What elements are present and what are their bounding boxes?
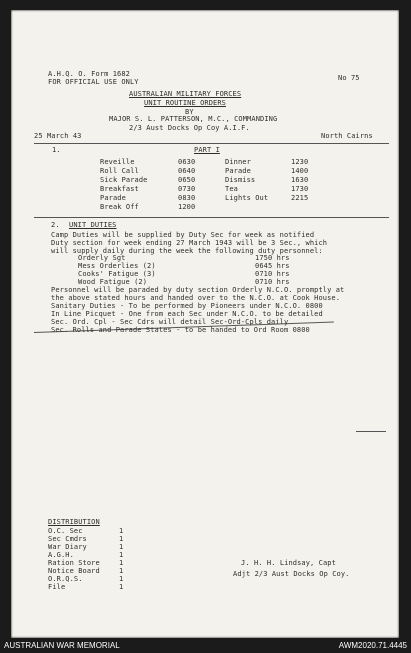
schedule-time: 0640 <box>178 167 196 175</box>
schedule-time: 1730 <box>291 185 309 193</box>
distribution-count: 1 <box>119 583 124 591</box>
schedule-label: Parade <box>100 194 126 202</box>
part1-heading: PART I <box>194 146 220 154</box>
schedule-label: Breakfast <box>100 185 139 193</box>
part2-number: 2. <box>51 221 60 229</box>
duty-time: 1750 hrs <box>255 254 290 262</box>
schedule-label: Dismiss <box>225 176 256 184</box>
date-line: 25 March 43 <box>34 132 82 140</box>
order-number: No 75 <box>338 74 360 82</box>
schedule-label: Roll Call <box>100 167 139 175</box>
duty-time: 0710 hrs <box>255 270 290 278</box>
order-line: Sanitary Duties - To be performed by Pioneers under N.C.O. 0800 <box>51 302 323 310</box>
schedule-time: 1400 <box>291 167 309 175</box>
order-line: Sec. Rolls and Parade States - to be handed to Ord Room 0800 <box>51 326 310 334</box>
schedule-label: Dinner <box>225 158 251 166</box>
duty-time: 0710 hrs <box>255 278 290 286</box>
distribution-item: O.C. Sec <box>48 527 83 535</box>
schedule-label: Tea <box>225 185 238 193</box>
schedule-time: 1200 <box>178 203 196 211</box>
schedule-label: Sick Parade <box>100 176 148 184</box>
schedule-time: 2215 <box>291 194 309 202</box>
location-line: North Cairns <box>321 132 373 140</box>
part1-rule <box>34 217 389 218</box>
part1-number: 1. <box>52 146 61 154</box>
duty-time: 0645 hrs <box>255 262 290 270</box>
distribution-item: War Diary <box>48 543 87 551</box>
order-line: will supply daily during the week the following duty personnel: <box>51 247 323 255</box>
distribution-item: O.R.Q.S. <box>48 575 83 583</box>
distribution-count: 1 <box>119 559 124 567</box>
schedule-time: 0830 <box>178 194 196 202</box>
schedule-time: 0730 <box>178 185 196 193</box>
order-line: Camp Duties will be supplied by Duty Sec for week as notified <box>51 231 315 239</box>
schedule-time: 0630 <box>178 158 196 166</box>
distribution-count: 1 <box>119 543 124 551</box>
signature-name: J. H. H. Lindsay, Capt <box>241 559 336 567</box>
distribution-count: 1 <box>119 567 124 575</box>
commander-line: MAJOR S. L. PATTERSON, M.C., COMMANDING <box>109 115 278 123</box>
duty-label: Orderly Sgt <box>78 254 126 262</box>
duty-label: Wood Fatigue (2) <box>78 278 148 286</box>
distribution-item: Sec Cmdrs <box>48 535 87 543</box>
schedule-time: 0650 <box>178 176 196 184</box>
archive-id: AWM2020.71.4445 <box>338 641 407 650</box>
document-title: AUSTRALIAN MILITARY FORCES <box>129 90 242 98</box>
order-line: the above stated hours and handed over to the N.C.O. at Cook House. <box>51 294 341 302</box>
order-line: Duty section for week ending 27 March 1943 will be 3 Sec., which <box>51 239 328 247</box>
archive-footer <box>0 638 411 653</box>
distribution-item: File <box>48 583 66 591</box>
form-reference: A.H.Q. O. Form 1682 <box>48 70 130 78</box>
schedule-label: Parade <box>225 167 251 175</box>
order-line: Personnel will be paraded by duty section Orderly N.C.O. promptly at <box>51 286 345 294</box>
distribution-count: 1 <box>119 575 124 583</box>
schedule-label: Reveille <box>100 158 135 166</box>
header-rule <box>34 143 389 144</box>
distribution-heading: DISTRIBUTION <box>48 518 100 526</box>
copy-marking: FOR OFFICIAL USE ONLY <box>48 78 139 86</box>
schedule-time: 1630 <box>291 176 309 184</box>
duty-label: Cooks' Fatigue (3) <box>78 270 156 278</box>
part2-heading: UNIT DUTIES <box>69 221 117 229</box>
unit-line: 2/3 Aust Docks Op Coy A.I.F. <box>129 124 250 132</box>
signature-title: Adjt 2/3 Aust Docks Op Coy. <box>233 570 350 578</box>
distribution-count: 1 <box>119 535 124 543</box>
order-line: Sec. Ord. Cpl - Sec Cdrs will detail Sec-Ord-Cpls daily <box>51 318 289 326</box>
duty-label: Mess Orderlies (2) <box>78 262 156 270</box>
schedule-label: Lights Out <box>225 194 269 202</box>
archive-name: AUSTRALIAN WAR MEMORIAL <box>4 641 120 650</box>
document-subtitle: UNIT ROUTINE ORDERS <box>144 99 226 107</box>
by-line: BY <box>185 108 194 116</box>
schedule-time: 1230 <box>291 158 309 166</box>
distribution-item: Ration Store <box>48 559 100 567</box>
order-line: In Line Picquet - One from each Sec under N.C.O. to be detailed <box>51 310 323 318</box>
distribution-count: 1 <box>119 527 124 535</box>
schedule-label: Break Off <box>100 203 139 211</box>
distribution-item: Notice Board <box>48 567 100 575</box>
distribution-item: A.G.H. <box>48 551 74 559</box>
distribution-count: 1 <box>119 551 124 559</box>
margin-mark <box>356 431 386 432</box>
document-sheet <box>11 10 399 638</box>
